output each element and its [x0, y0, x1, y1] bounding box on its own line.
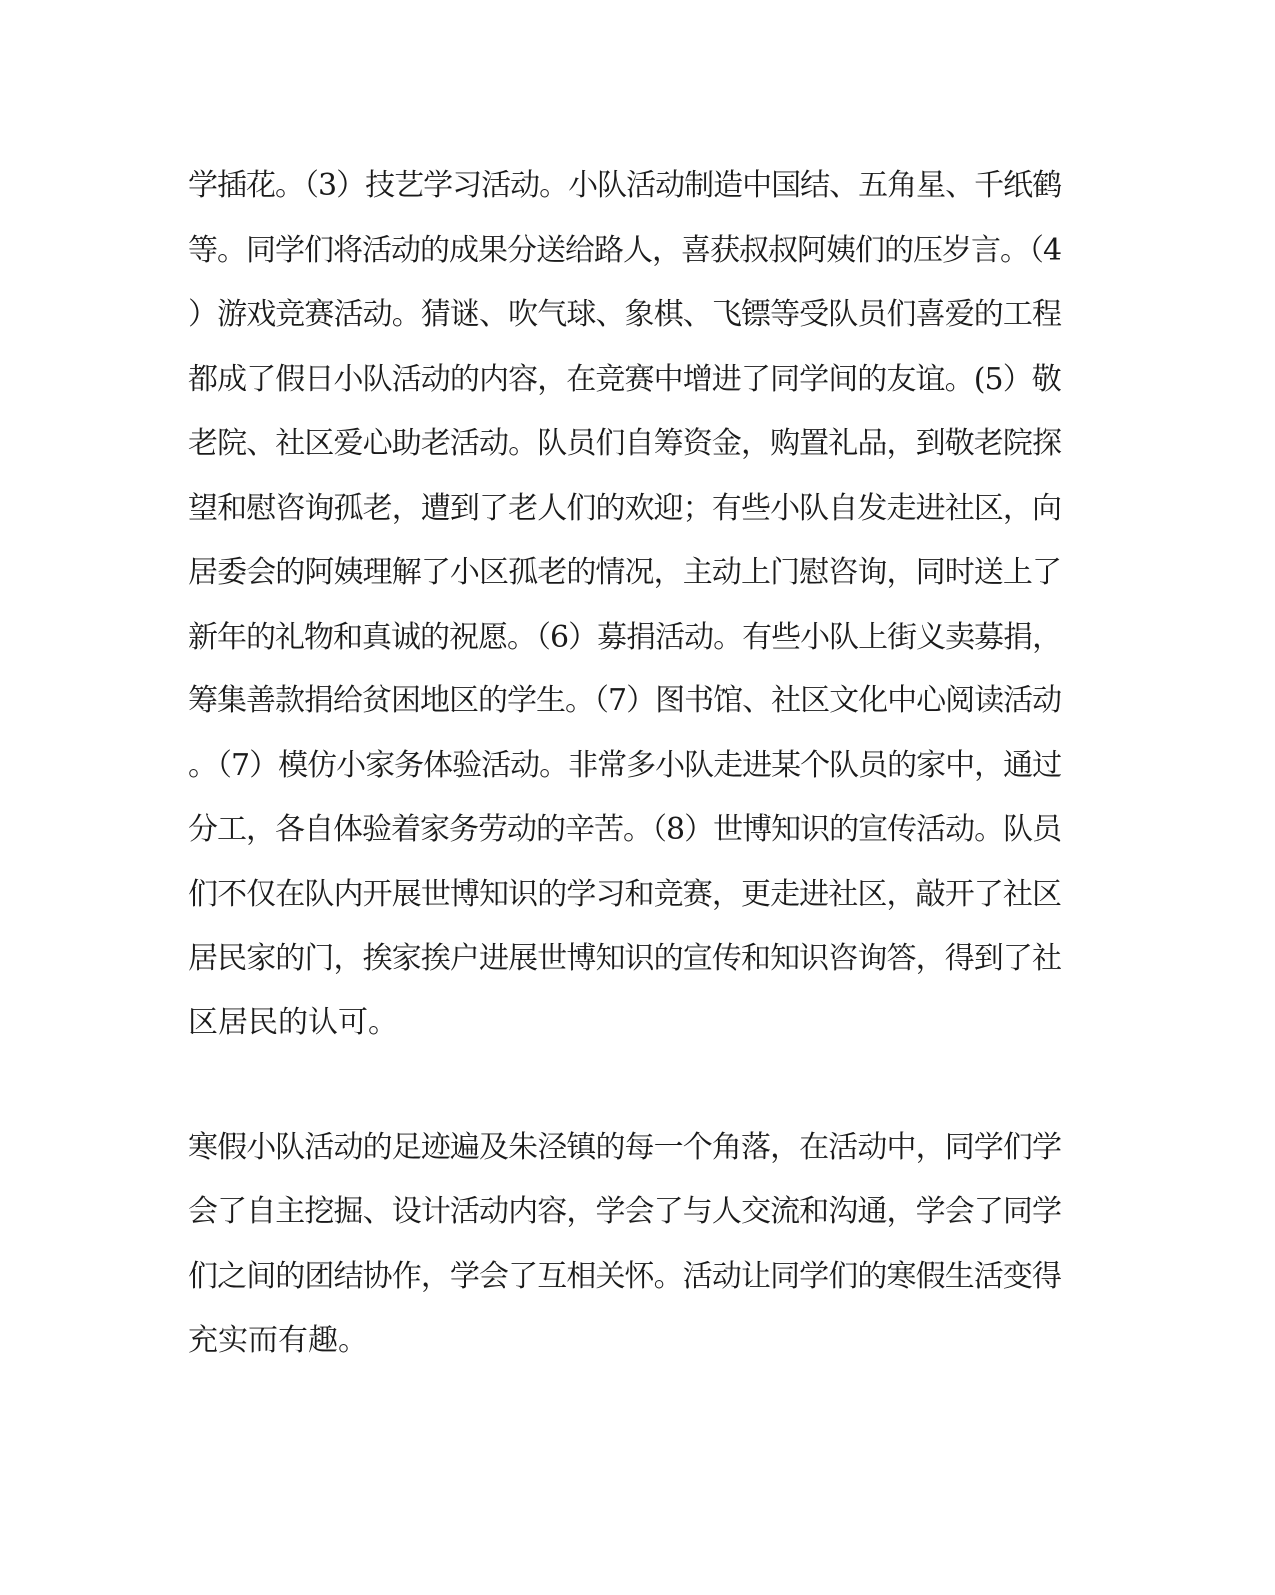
text-line: 新年的礼物和真诚的祝愿。（6）募捐活动。有些小队上街义卖募捐， [188, 620, 1062, 655]
text-line: 等。同学们将活动的成果分送给路人，喜获叔叔阿姨们的压岁言。（4 [188, 233, 1062, 268]
text-line: 老院、社区爱心助老活动。队员们自筹资金，购置礼品，到敬老院探 [188, 426, 1062, 461]
text-line: 学插花。（3）技艺学习活动。小队活动制造中国结、五角星、千纸鹤 [188, 168, 1062, 203]
text-line: 们之间的团结协作，学会了互相关怀。活动让同学们的寒假生活变得 [188, 1259, 1062, 1294]
text-line: 居民家的门，挨家挨户进展世博知识的宣传和知识咨询答，得到了社 [188, 941, 1062, 976]
text-line: 们不仅在队内开展世博知识的学习和竞赛，更走进社区，敲开了社区 [188, 877, 1062, 912]
text-line: 会了自主挖掘、设计活动内容，学会了与人交流和沟通，学会了同学 [188, 1194, 1062, 1229]
text-line: 寒假小队活动的足迹遍及朱泾镇的每一个角落，在活动中，同学们学 [188, 1130, 1062, 1165]
text-line: 区居民的认可。 [188, 1005, 398, 1040]
text-line: 望和慰咨询孤老，遭到了老人们的欢迎；有些小队自发走进社区，向 [188, 491, 1062, 526]
text-line: 筹集善款捐给贫困地区的学生。（7）图书馆、社区文化中心阅读活动 [188, 683, 1062, 718]
text-line: 居委会的阿姨理解了小区孤老的情况，主动上门慰咨询，同时送上了 [188, 555, 1062, 590]
text-line: 充实而有趣。 [188, 1323, 368, 1358]
text-line: ）游戏竞赛活动。猜谜、吹气球、象棋、飞镖等受队员们喜爱的工程 [188, 297, 1062, 332]
text-line: 都成了假日小队活动的内容，在竞赛中增进了同学间的友谊。(5）敬 [188, 362, 1061, 397]
text-line: 。（7）模仿小家务体验活动。非常多小队走进某个队员的家中，通过 [188, 748, 1062, 783]
text-line: 分工，各自体验着家务劳动的辛苦。（8）世博知识的宣传活动。队员 [188, 812, 1062, 847]
